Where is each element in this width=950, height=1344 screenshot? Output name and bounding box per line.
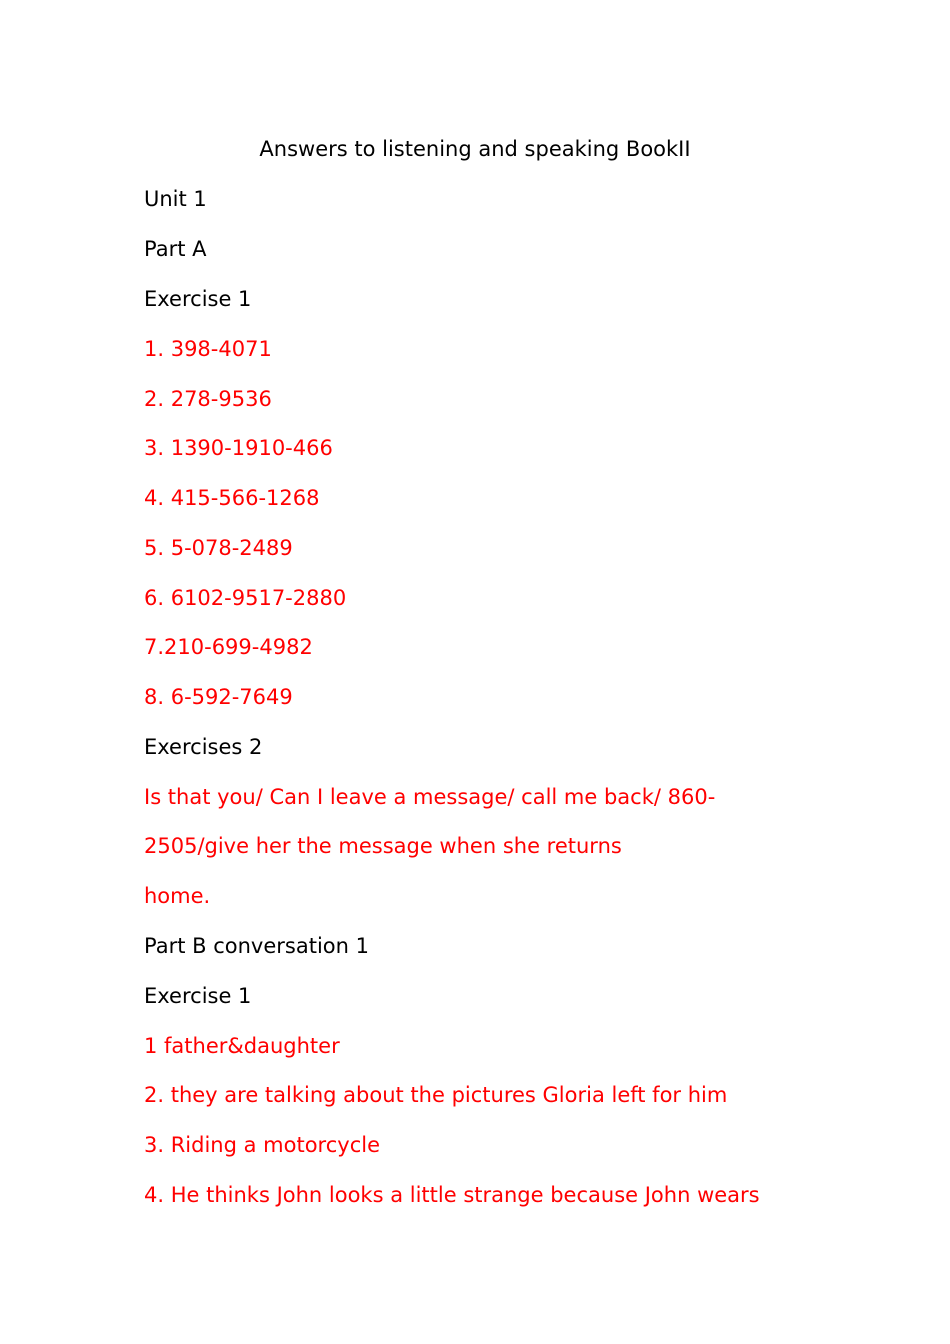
answer-line: 3. 1390-1910-466 [144,436,333,460]
answer-line: 3. Riding a motorcycle [144,1133,380,1157]
answer-line: 1 father&daughter [144,1034,340,1058]
answer-line: 1. 398-4071 [144,337,272,361]
exercise-heading: Exercises 2 [144,735,263,759]
answer-line: 2. 278-9536 [144,387,272,411]
answer-line: 2. they are talking about the pictures Gloria left for him [144,1083,728,1107]
answer-line: 7.210-699-4982 [144,635,313,659]
unit-heading: Unit 1 [144,187,207,211]
part-heading: Part A [144,237,207,261]
answer-line: home. [144,884,211,908]
answer-line: 4. 415-566-1268 [144,486,320,510]
document-title: Answers to listening and speaking BookII [259,137,691,161]
exercise-heading: Exercise 1 [144,984,252,1008]
answer-line: 8. 6-592-7649 [144,685,293,709]
answer-line: 5. 5-078-2489 [144,536,293,560]
answer-line: 4. He thinks John looks a little strange because John wears [144,1183,760,1207]
exercise-heading: Exercise 1 [144,287,252,311]
answer-line: 2505/give her the message when she returns [144,834,622,858]
answer-line: 6. 6102-9517-2880 [144,586,347,610]
answer-line: Is that you/ Can I leave a message/ call me back/ 860- [144,785,716,809]
part-heading: Part B conversation 1 [144,934,369,958]
